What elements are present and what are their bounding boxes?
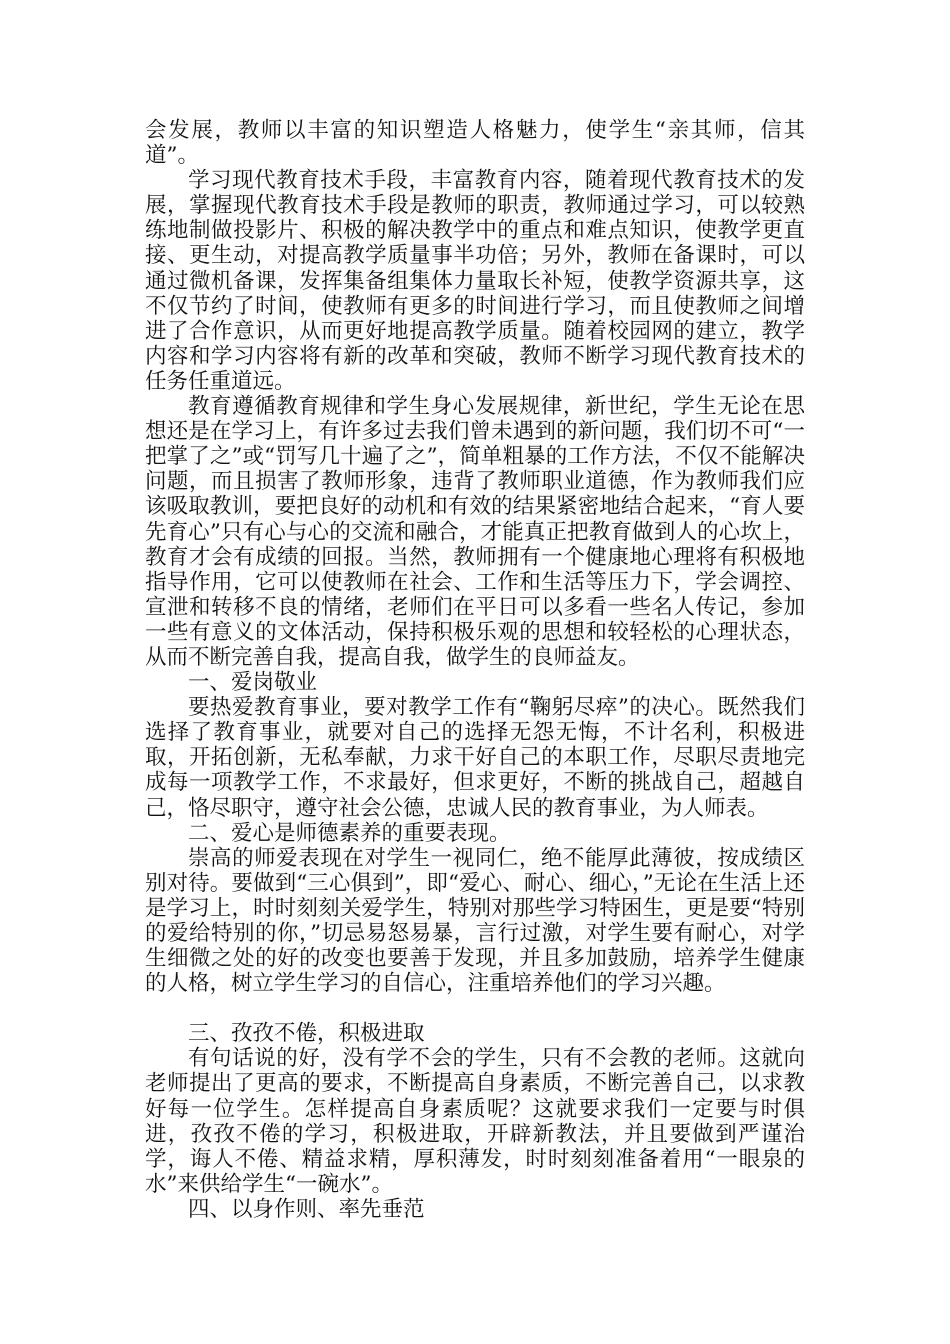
document-body [145, 118, 805, 1222]
paragraph: 教育遵循教育规律和学生身心发展规律，新世纪，学生无论在思想还是在学习上，有许多过去我们曾未遇到的新问题，我们切不可“一把掌了之”或“罚写几十遍了之”，简单粗暴的工作方法，不仅不能解决问题，而且损害了教师形象，违背了教师职业道德，作为教师我们应该吸取教训，要把良好的动机和有效的结果紧密地结合起来，“育人要先育心”只有心与心的交流和融合，才能真正把教育做到人的心坎上，教育才会有成绩的回报。当然，教师拥有一个健康地心理将有积极地指导作用，它可以使教师在社会、工作和生活等压力下，学会调控、宣泄和转移不良的情绪，老师们在平日可以多看一些名人传记，参加一些有意义的文体活动，保持积极乐观的思想和较轻松的心理状态，从而不断完善自我，提高自我，做学生的良师益友。 [145, 394, 805, 670]
section-heading: 四、以身作则、率先垂范 [188, 1196, 425, 1222]
section-heading: 一、爱岗敬业 [188, 670, 318, 696]
blank-line [145, 996, 805, 1021]
paragraph: 有句话说的好，没有学不会的学生，只有不会教的老师。这就向老师提出了更高的要求，不断提高自身素质，不断完善自己，以求教好每一位学生。怎样提高自身素质呢？这就要求我们一定要与时俱进，孜孜不倦的学习，积极进取，开辟新教法，并且要做到严谨治学，诲人不倦、精益求精，厚积薄发，时时刻刻准备着用“一眼泉的水”来供给学生“一碗水”。 [145, 1046, 805, 1197]
paragraph: 崇高的师爱表现在对学生一视同仁，绝不能厚此薄彼，按成绩区别对待。要做到“三心俱到”，即“爱心、耐心、细心，”无论在生活上还是学习上，时时刻刻关爱学生，特别对那些学习特困生，更是要“特别的爱给特别的你，”切忌易怒易暴，言行过激，对学生要有耐心，对学生细微之处的好的改变也要善于发现，并且多加鼓励，培养学生健康的人格，树立学生学习的自信心，注重培养他们的学习兴趣。 [145, 845, 805, 997]
paragraph: 要热爱教育事业，要对教学工作有“鞠躬尽瘁”的决心。既然我们选择了教育事业，就要对自己的选择无怨无悔，不计名利，积极进取，开拓创新，无私奉献，力求干好自己的本职工作，尽职尽责地完成每一项教学工作，不求最好，但求更好，不断的挑战自己，超越自己，恪尽职守，遵守社会公德，忠诚人民的教育事业，为人师表。 [145, 695, 805, 821]
section-heading: 三、孜孜不倦，积极进取 [188, 1021, 425, 1047]
paragraph: 学习现代教育技术手段，丰富教育内容，随着现代教育技术的发展，掌握现代教育技术手段是教师的职责，教师通过学习，可以较熟练地制做投影片、积极的解决教学中的重点和难点知识，使教学更直接、更生动，对提高教学质量事半功倍；另外，教师在备课时，可以通过微机备课，发挥集备组集体力量取长补短，使教学资源共享，这不仅节约了时间，使教师有更多的时间进行学习，而且使教师之间增进了合作意识，从而更好地提高教学质量。随着校园网的建立，教学内容和学习内容将有新的改革和突破，教师不断学习现代教育技术的任务任重道远。 [145, 168, 805, 394]
paragraph: 会发展，教师以丰富的知识塑造人格魅力，使学生“亲其师，信其道”。 [145, 118, 805, 169]
section-heading: 二、爱心是师德素养的重要表现。 [188, 820, 511, 846]
